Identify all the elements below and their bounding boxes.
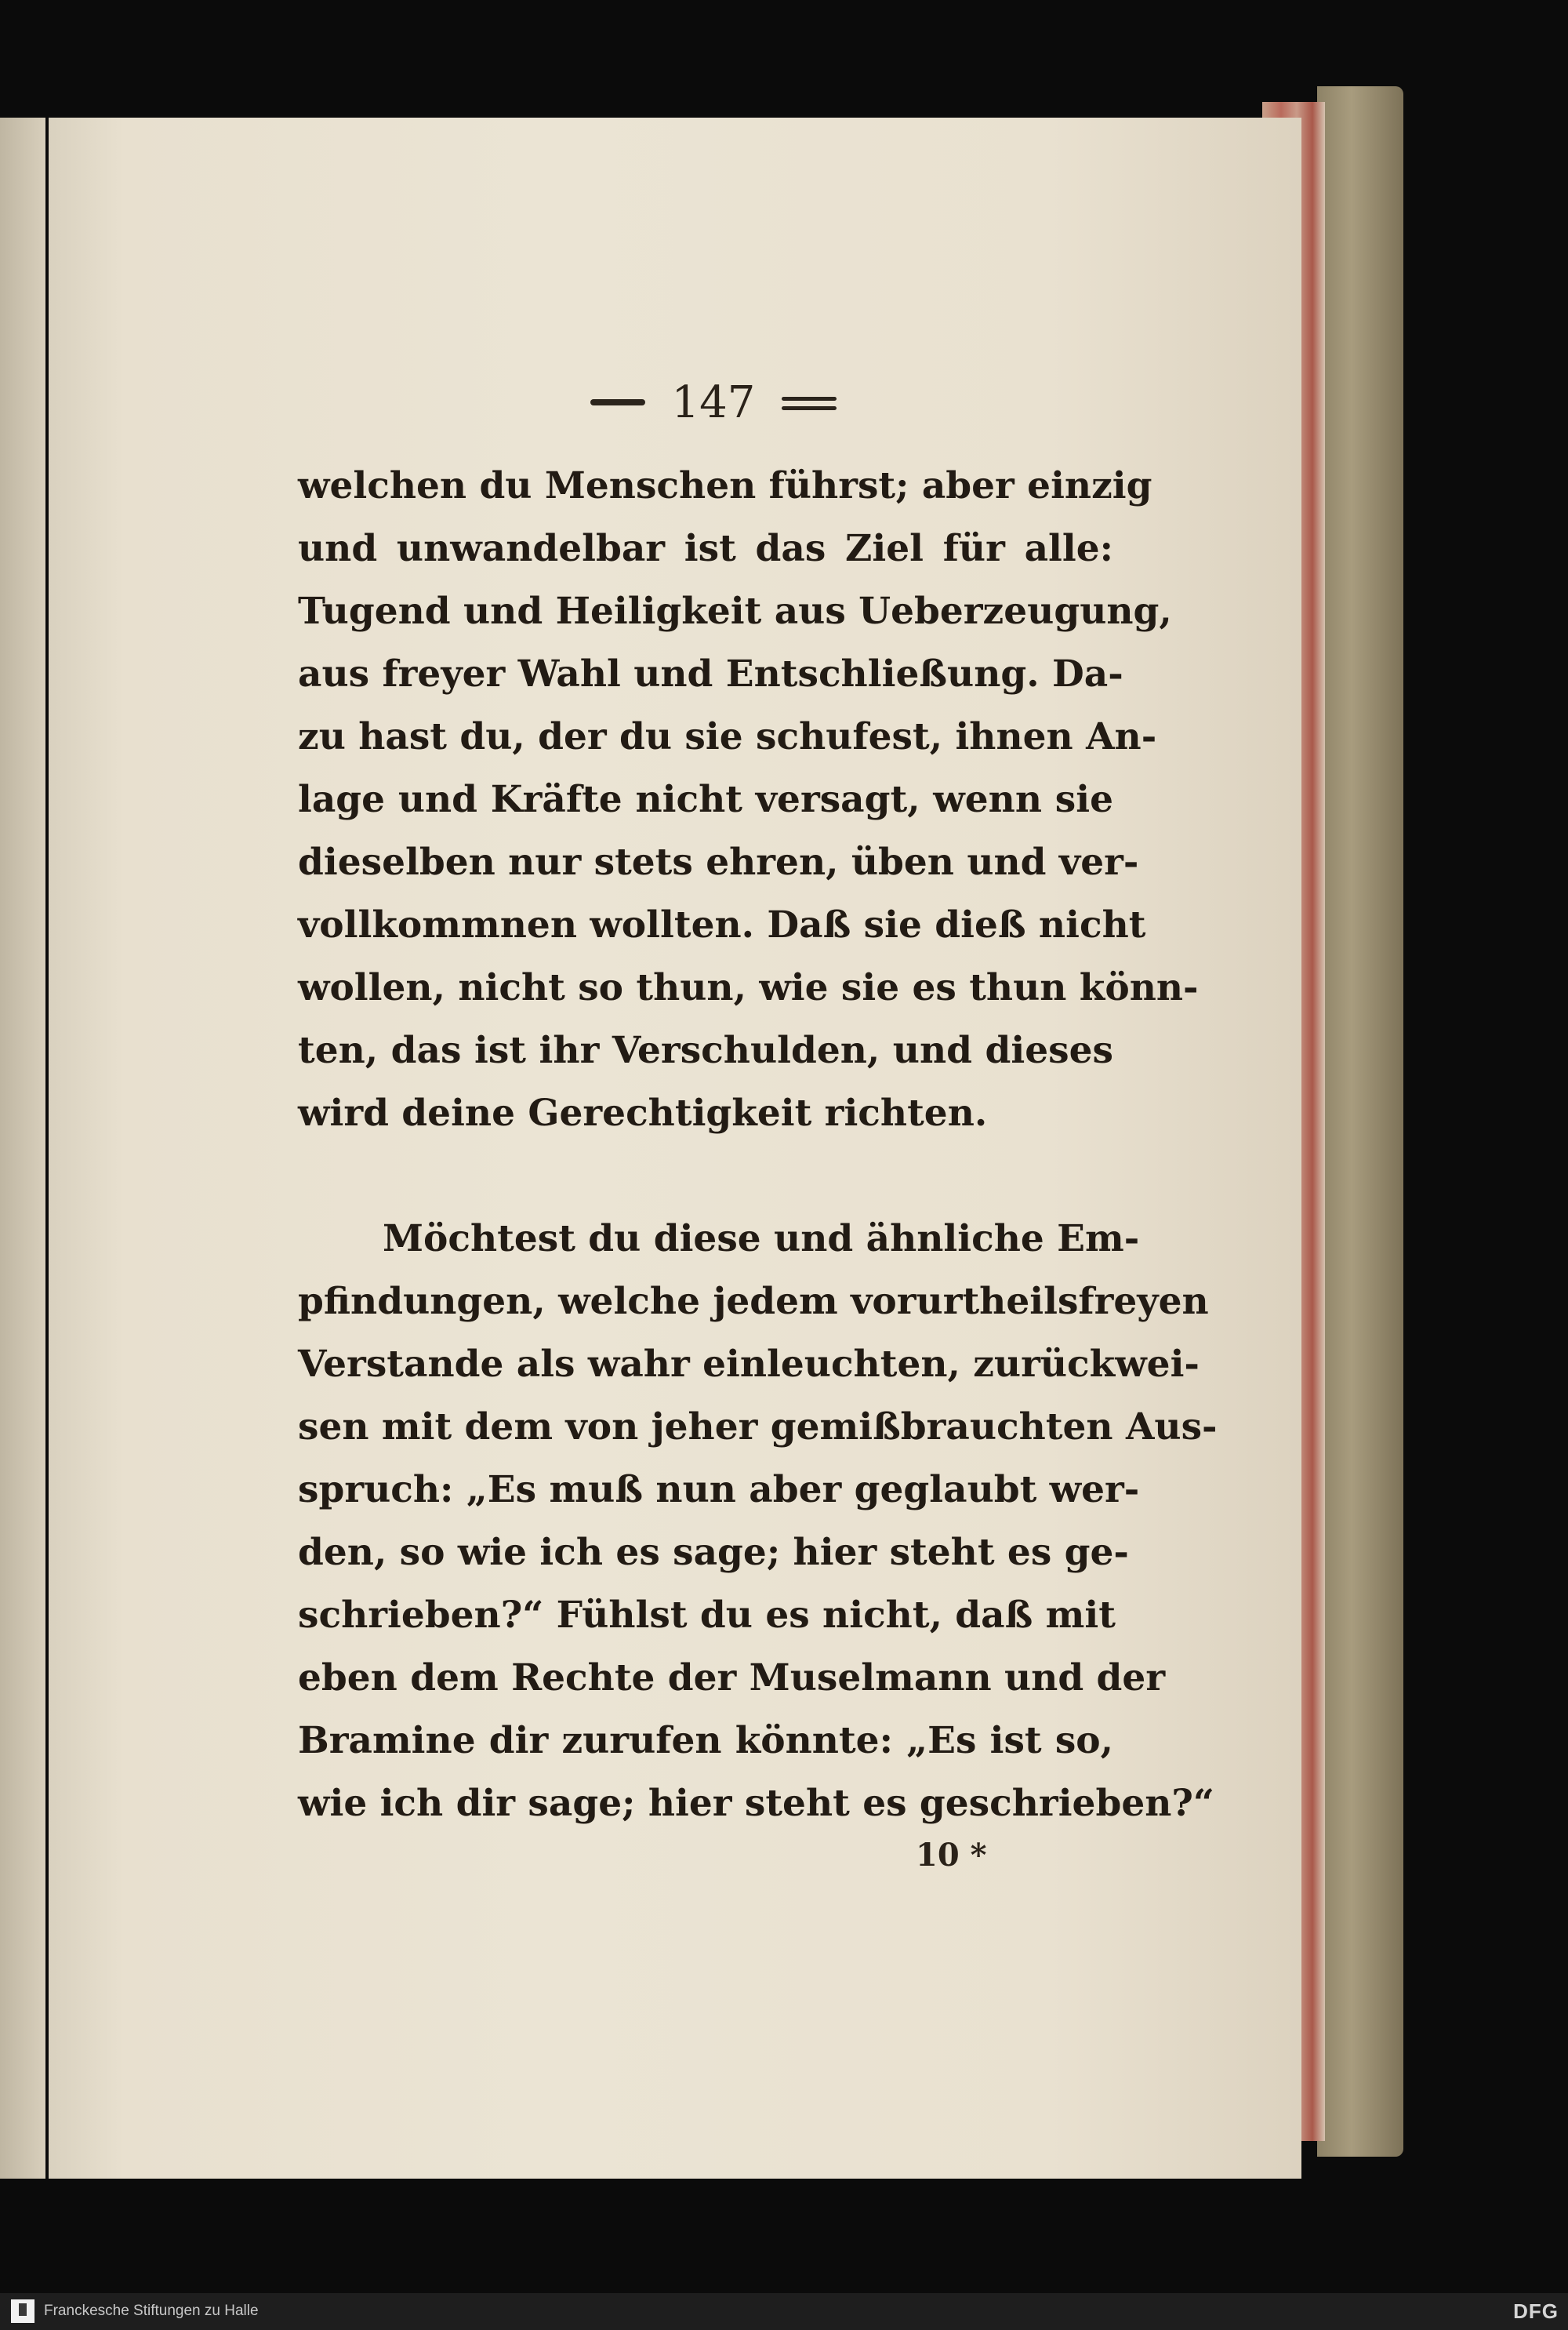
text-line: aus freyer Wahl und Entschließung. Da- xyxy=(298,652,1123,696)
text-line: wie ich dir sage; hier steht es geschrieben?“ xyxy=(298,1782,1214,1825)
text-line: welchen du Menschen führst; aber einzig xyxy=(298,464,1152,507)
footer-bar xyxy=(0,2293,1568,2330)
footer-institution: Franckesche Stiftungen zu Halle xyxy=(44,2303,259,2319)
text-line: den, so wie ich es sage; hier steht es ge- xyxy=(298,1531,1129,1574)
paragraph-2 xyxy=(298,1208,1218,1835)
text-line: ten, das ist ihr Verschulden, und dieses xyxy=(298,1029,1113,1072)
text-line: Bramine dir zurufen könnte: „Es ist so, xyxy=(298,1719,1113,1762)
text-line: vollkommnen wollten. Daß sie dieß nicht xyxy=(298,903,1146,947)
signature-mark: 10 * xyxy=(916,1837,987,1874)
text-line: eben dem Rechte der Muselmann und der xyxy=(298,1656,1166,1699)
text-line: zu hast du, der du sie schufest, ihnen An- xyxy=(298,715,1157,758)
text-line: wird deine Gerechtigkeit richten. xyxy=(298,1092,988,1135)
dfg-logo: DFG xyxy=(1513,2299,1559,2323)
text-line: Verstande als wahr einleuchten, zurückwei- xyxy=(298,1343,1200,1386)
page-header xyxy=(580,375,847,430)
page-text xyxy=(298,455,1218,1835)
text-line: schrieben?“ Fühlst du es nicht, daß mit xyxy=(298,1594,1116,1637)
header-rule-right xyxy=(782,397,837,401)
text-line: lage und Kräfte nicht versagt, wenn sie xyxy=(298,778,1113,821)
page-number: 147 xyxy=(671,376,756,428)
text-line: pfindungen, welche jedem vorurtheilsfreyen xyxy=(298,1280,1209,1323)
text-line: wollen, nicht so thun, wie sie es thun könn- xyxy=(298,966,1199,1009)
left-page-edge xyxy=(0,118,45,2179)
paragraph-1 xyxy=(298,455,1199,1145)
text-line: dieselben nur stets ehren, üben und ver- xyxy=(298,841,1139,884)
text-line: sen mit dem von jeher gemißbrauchten Aus- xyxy=(298,1405,1218,1449)
header-rule-left xyxy=(590,399,645,405)
book-cover-edge xyxy=(1317,86,1403,2157)
institution-logo-icon xyxy=(11,2299,34,2323)
text-line: Möchtest du diese und ähnliche Em- xyxy=(383,1217,1140,1260)
text-line: Tugend und Heiligkeit aus Ueberzeugung, xyxy=(298,590,1172,633)
text-line: und unwandelbar ist das Ziel für alle: xyxy=(298,527,1113,570)
text-line: spruch: „Es muß nun aber geglaubt wer- xyxy=(298,1468,1140,1511)
